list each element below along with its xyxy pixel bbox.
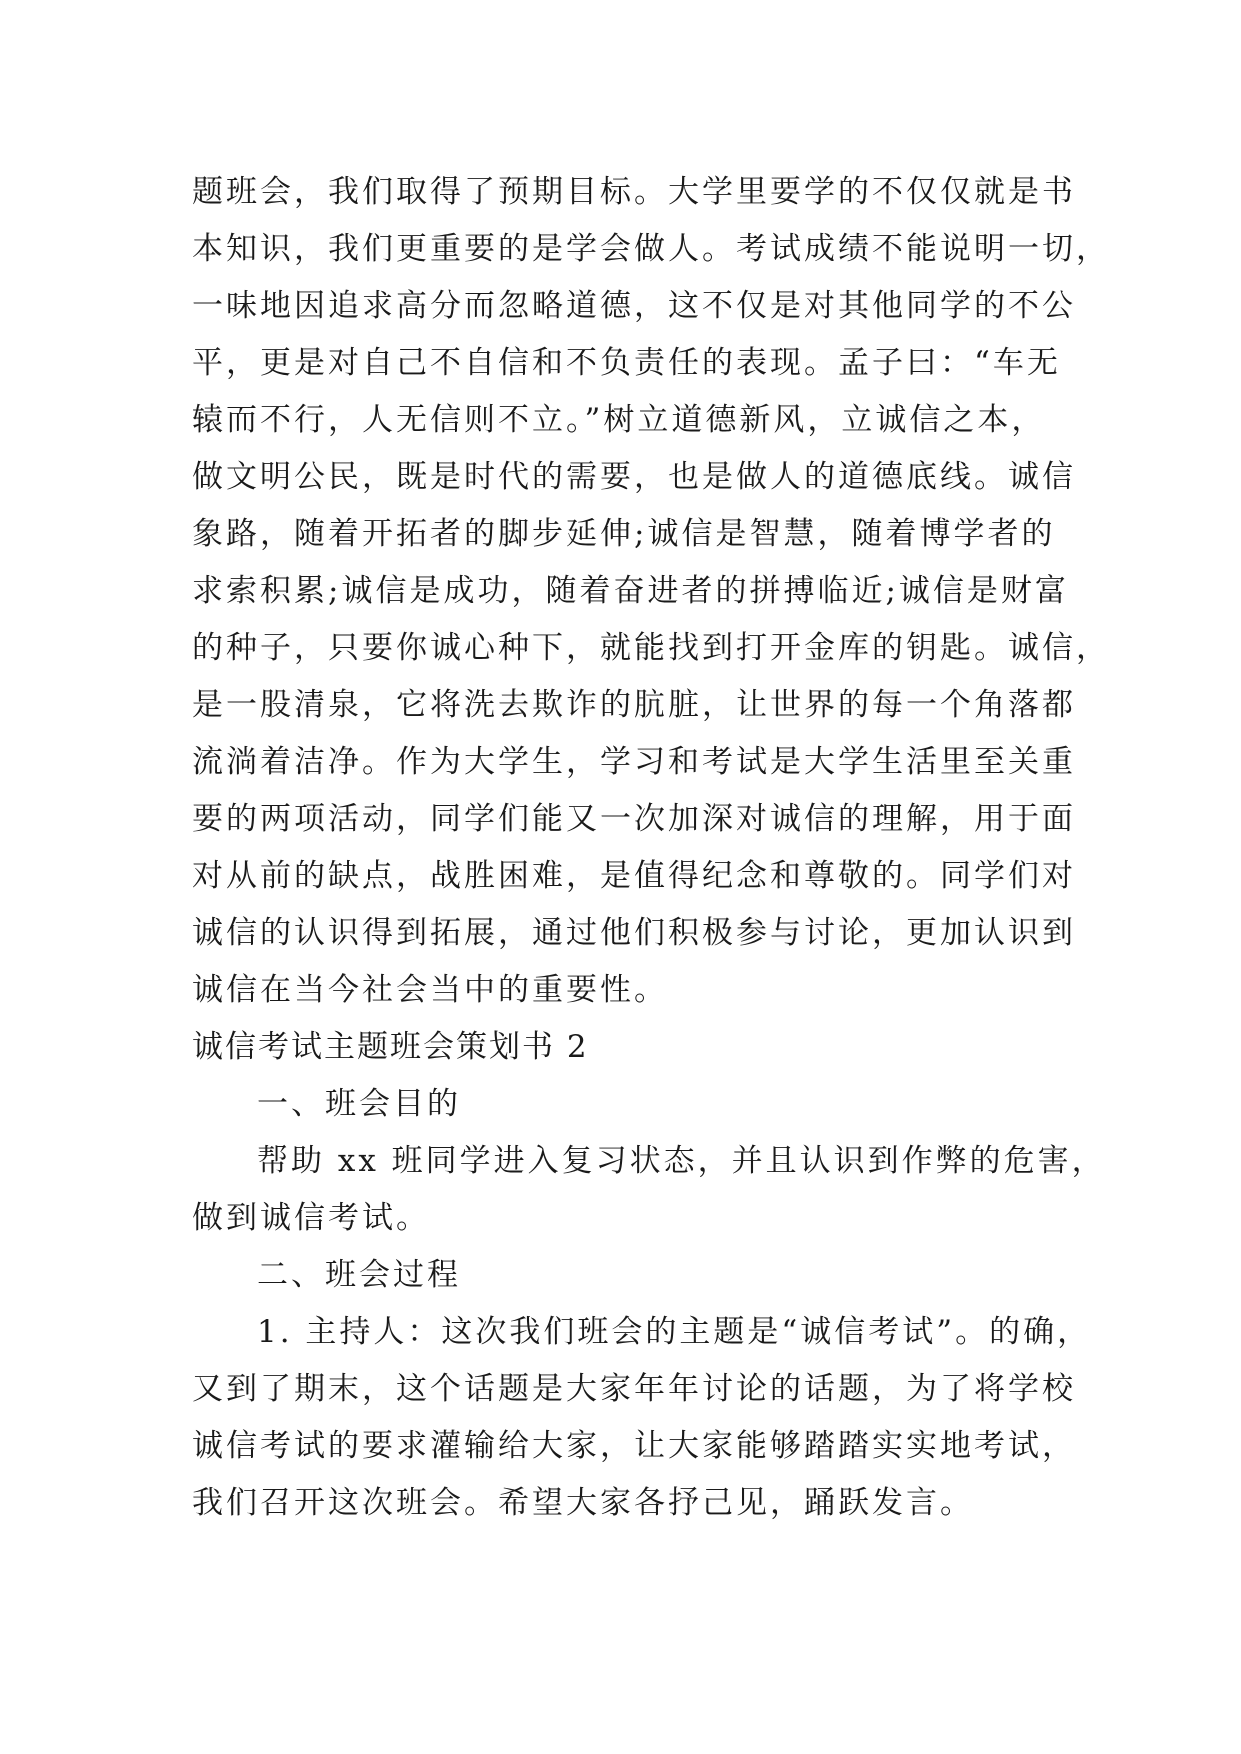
section-heading: 一、班会目的: [257, 1086, 461, 1122]
document-title: 诚信考试主题班会策划书 2: [192, 1029, 589, 1065]
paragraph-line: 平，更是对自己不自信和不负责任的表现。孟子曰：“车无: [192, 345, 1061, 381]
paragraph-line: 是一股清泉，它将洗去欺诈的肮脏，让世界的每一个角落都: [192, 687, 1076, 723]
paragraph-line: 辕而不行，人无信则不立。”树立道德新风，立诚信之本，: [192, 402, 1046, 438]
paragraph-line: 诚信考试的要求灌输给大家，让大家能够踏踏实实地考试，: [192, 1428, 1076, 1464]
paragraph-line: 又到了期末，这个话题是大家年年讨论的话题，为了将学校: [192, 1371, 1076, 1407]
paragraph-line: 诚信在当今社会当中的重要性。: [192, 972, 668, 1008]
paragraph-line: 要的两项活动，同学们能又一次加深对诚信的理解，用于面: [192, 801, 1076, 837]
paragraph-line: 流淌着洁净。作为大学生，学习和考试是大学生活里至关重: [192, 744, 1076, 780]
paragraph-line: 题班会，我们取得了预期目标。大学里要学的不仅仅就是书: [192, 174, 1076, 210]
paragraph-line: 诚信的认识得到拓展，通过他们积极参与讨论，更加认识到: [192, 915, 1076, 951]
paragraph-line: 象路，随着开拓者的脚步延伸;诚信是智慧，随着博学者的: [192, 516, 1056, 552]
paragraph-line: 帮助 xx 班同学进入复习状态，并且认识到作弊的危害，: [257, 1143, 1106, 1179]
paragraph-line: 做文明公民，既是时代的需要，也是做人的道德底线。诚信: [192, 459, 1076, 495]
paragraph-line: 我们召开这次班会。希望大家各抒己见，踊跃发言。: [192, 1485, 974, 1521]
section-heading: 二、班会过程: [257, 1257, 461, 1293]
paragraph-line: 的种子，只要你诚心种下，就能找到打开金库的钥匙。诚信，: [192, 630, 1110, 666]
paragraph-line: 对从前的缺点，战胜困难，是值得纪念和尊敬的。同学们对: [192, 858, 1076, 894]
paragraph-line: 求索积累;诚信是成功，随着奋进者的拼搏临近;诚信是财富: [192, 573, 1069, 609]
paragraph-line: 做到诚信考试。: [192, 1200, 430, 1236]
paragraph-line: 一味地因追求高分而忽略道德，这不仅是对其他同学的不公: [192, 288, 1076, 324]
paragraph-line: 本知识，我们更重要的是学会做人。考试成绩不能说明一切，: [192, 231, 1110, 267]
paragraph-line: 1. 主持人：这次我们班会的主题是“诚信考试”。的确，: [257, 1314, 1092, 1350]
